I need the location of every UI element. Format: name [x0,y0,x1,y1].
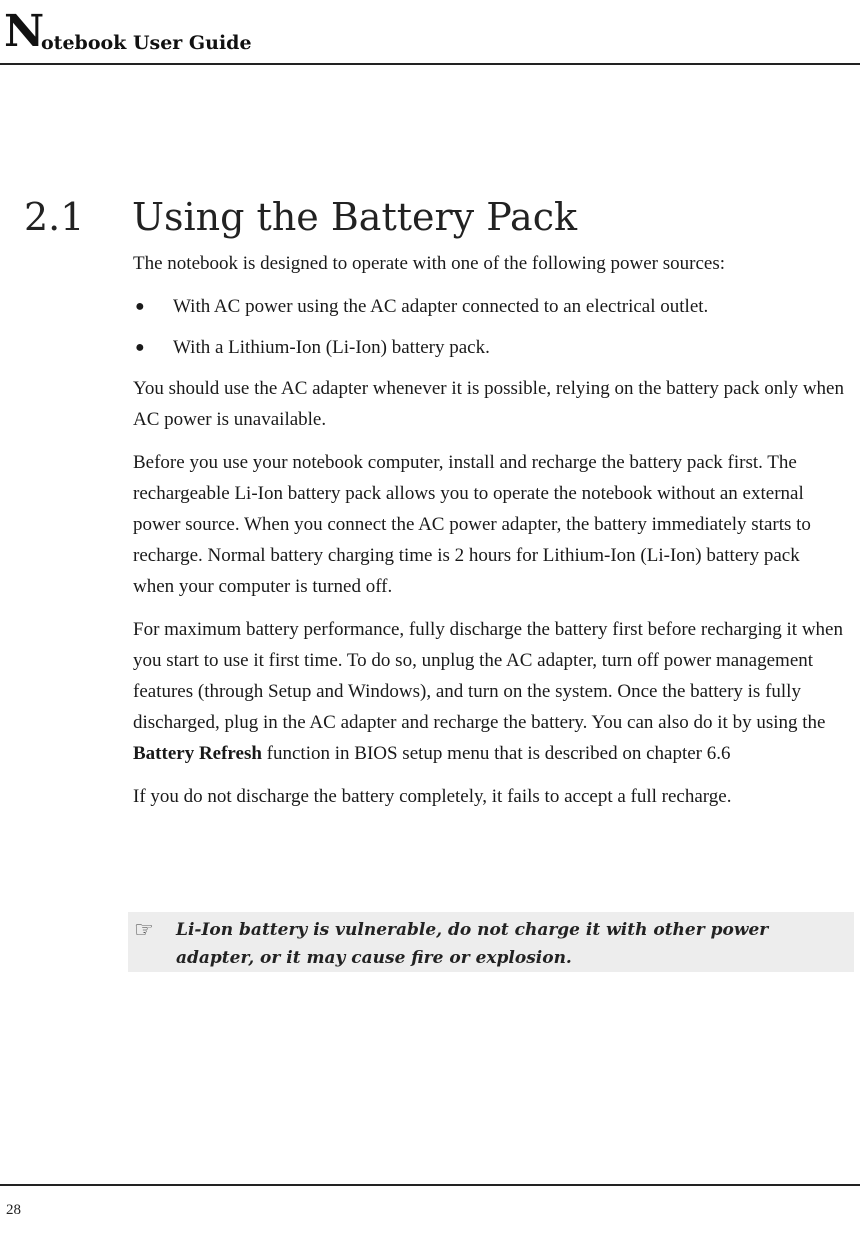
bullet-icon: ● [135,298,145,315]
bullet-icon: ● [135,339,145,356]
battery-refresh-term: Battery Refresh [133,743,262,764]
list-item [133,332,845,363]
paragraph-warning-discharge: If you do not discharge the battery completely, it fails to accept a full recharge. [133,786,732,807]
pointing-hand-icon: ☞ [134,918,154,943]
list-item-text: With a Lithium-Ion (Li-Ion) battery pack. [173,337,490,358]
paragraph-text: function in BIOS setup menu that is described on chapter 6.6 [261,743,731,764]
paragraph-recharge: Before you use your notebook computer, install and recharge the battery pack first. The rechargeable Li-Ion battery pack allows you to operate the notebook without an external power source. When you connect the AC power adapter, the battery immediately starts to recharge. Normal battery charging time is 2 hours for Lithium-Ion (Li-Ion) battery pack when your computer is turned off. [133,452,811,597]
footer-divider [0,1184,860,1186]
intro-paragraph: The notebook is designed to operate with one of the following power sources: [133,253,726,274]
note-box [128,912,854,972]
paragraph-text: For maximum battery performance, fully discharge the battery first before recharging it when you start to use it first time. To do so, unplug the AC adapter, turn off power management features (through Setup and Windows), and turn on the system. Once the battery is fully discharged, plug in the AC adapter and recharge the battery. You can also do it by using the [133,619,843,733]
section-title: Using the Battery Pack [132,195,578,240]
running-header [4,6,856,64]
list-item-text: With AC power using the AC adapter connected to an electrical outlet. [173,296,709,317]
page-number: 28 [6,1202,21,1218]
section-heading [24,195,577,239]
section-number: 2.1 [24,195,85,240]
list-item [133,291,845,322]
note-text: Li-Ion battery is vulnerable, do not charge it with other power adapter, or it may cause fire or explosion. [176,920,769,968]
header-divider [0,63,860,65]
body-content [133,248,845,824]
paragraph-discharge [133,614,845,769]
header-initial: N [4,6,45,57]
paragraph-ac-adapter: You should use the AC adapter whenever it is possible, relying on the battery pack only when AC power is unavailable. [133,378,844,430]
header-title: otebook User Guide [41,32,252,54]
